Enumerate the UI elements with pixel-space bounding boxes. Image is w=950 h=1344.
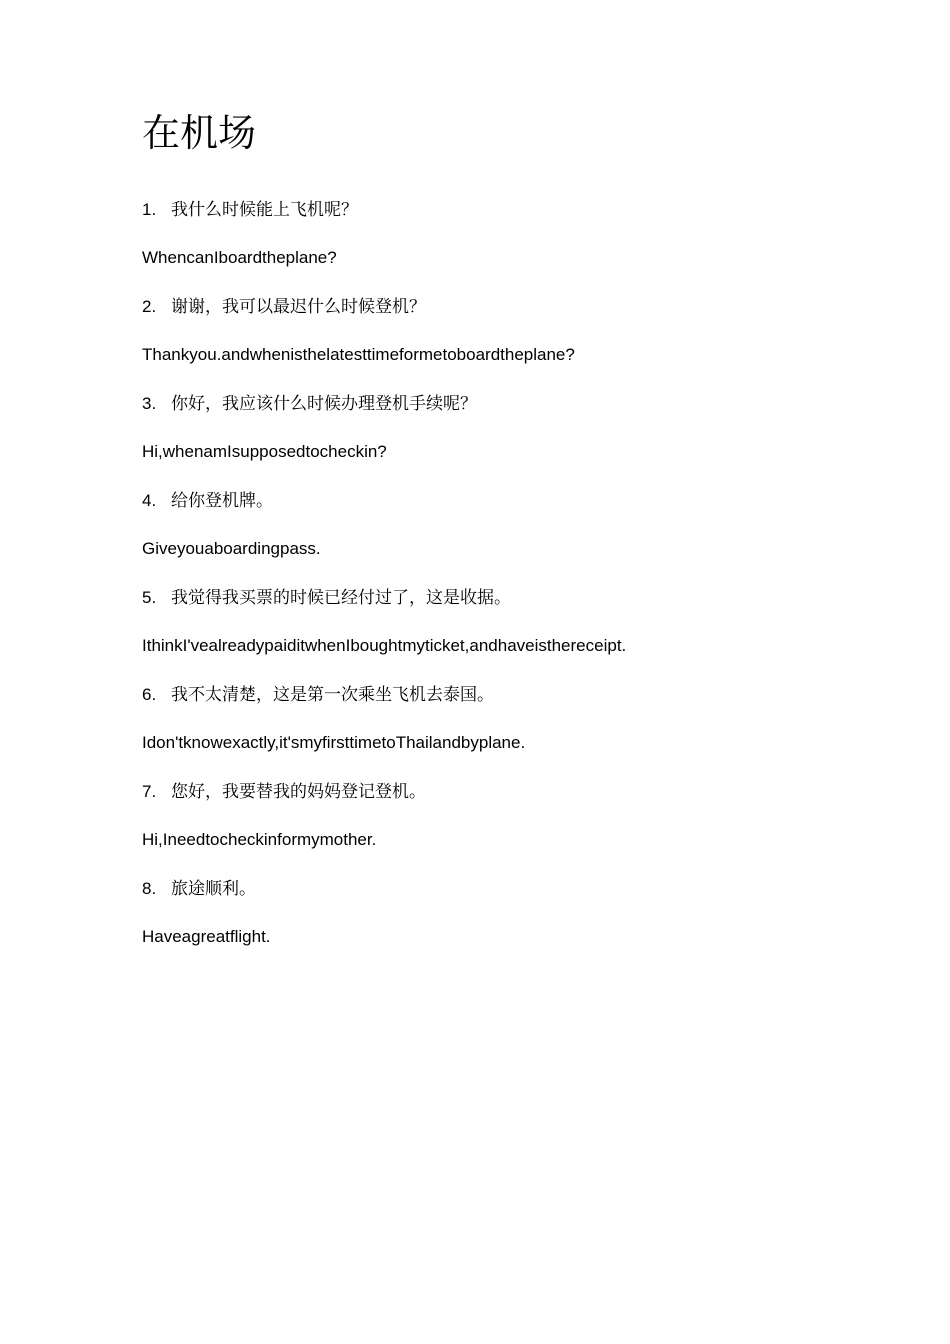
list-item xyxy=(142,198,902,267)
item-number: 6. xyxy=(142,685,157,704)
list-item xyxy=(142,489,902,558)
question-text: 我觉得我买票的时候已经付过了，这是收据。 xyxy=(171,588,511,608)
item-number: 4. xyxy=(142,491,157,510)
list-item xyxy=(142,877,902,946)
question xyxy=(142,489,902,513)
question xyxy=(142,295,902,319)
question xyxy=(142,877,902,901)
answer-text: Hi,whenamIsupposedtocheckin? xyxy=(142,442,387,461)
item-number: 8. xyxy=(142,879,157,898)
question xyxy=(142,392,902,416)
item-number: 1. xyxy=(142,200,157,219)
question xyxy=(142,683,902,707)
question xyxy=(142,198,902,222)
list-item xyxy=(142,780,902,849)
item-number: 2. xyxy=(142,297,157,316)
list-item xyxy=(142,392,902,461)
list-item xyxy=(142,295,902,364)
answer-text: Giveyouaboardingpass. xyxy=(142,539,321,558)
list-item xyxy=(142,683,902,752)
question xyxy=(142,780,902,804)
item-number: 7. xyxy=(142,782,157,801)
item-number: 3. xyxy=(142,394,157,413)
answer-text: Thankyou.andwhenisthelatesttimeformetoboardtheplane? xyxy=(142,345,575,364)
item-number: 5. xyxy=(142,588,157,607)
question-text: 给你登机牌。 xyxy=(171,491,273,511)
question-text: 您好，我要替我的妈妈登记登机。 xyxy=(171,782,426,802)
answer-text: Haveagreatflight. xyxy=(142,927,271,946)
question-text: 旅途顺利。 xyxy=(171,879,256,899)
question-text: 我什么时候能上飞机呢？ xyxy=(171,200,358,220)
answer-text: WhencanIboardtheplane? xyxy=(142,248,337,267)
question-text: 谢谢，我可以最迟什么时候登机？ xyxy=(171,297,426,317)
question-text: 我不太清楚，这是第一次乘坐飞机去泰国。 xyxy=(171,685,494,705)
list-item xyxy=(142,586,902,655)
question xyxy=(142,586,902,610)
page-title: 在机场 xyxy=(142,111,257,155)
answer-text: Idon'tknowexactly,it'smyfirsttimetoThailandbyplane. xyxy=(142,733,526,752)
question-text: 你好，我应该什么时候办理登机手续呢？ xyxy=(171,394,477,414)
answer-text: Hi,Ineedtocheckinformymother. xyxy=(142,830,377,849)
answer-text: IthinkI'vealreadypaiditwhenIboughtmyticket,andhaveisthereceipt. xyxy=(142,636,627,655)
